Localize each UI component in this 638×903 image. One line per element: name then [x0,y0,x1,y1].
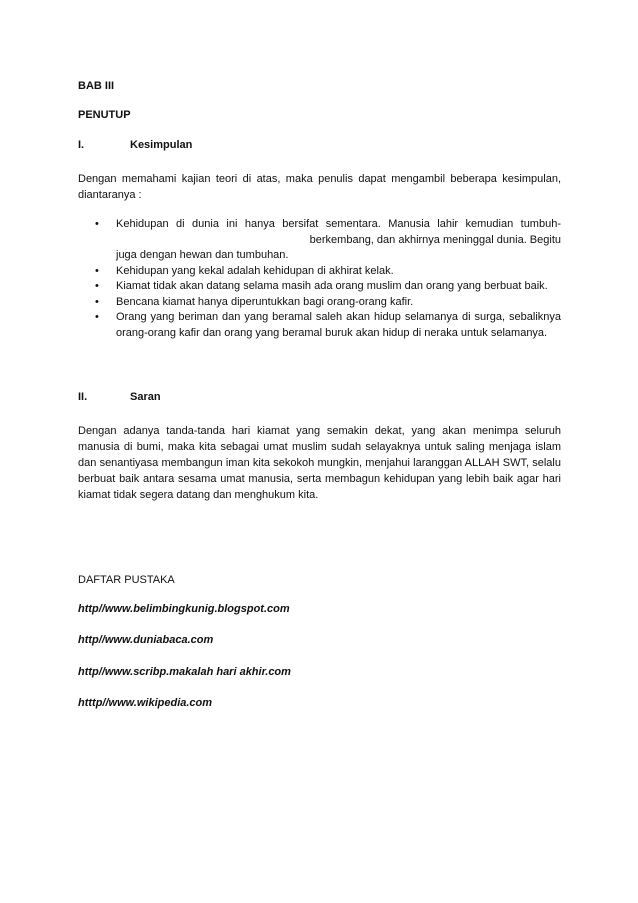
bullet-icon: • [95,218,99,230]
bullet-icon: • [95,264,99,277]
list-item-text: Orang yang beriman dan yang beramal saleh akan hidup selamanya di surga, sebaliknya orang-orang kafir dan orang yang beramal buruk akan hidup di neraka untuk selamanya. [116,311,561,339]
bullet-icon: • [95,311,99,323]
reference-item: htttp//www.wikipedia.com [78,697,213,709]
section-heading-kesimpulan [78,139,561,151]
list-item-text: juga dengan hewan dan tumbuhan. [116,249,289,261]
list-item-text: Kiamat tidak akan datang selama masih ada orang muslim dan orang yang berbuat baik. [116,280,548,292]
section-number: I. [78,139,85,151]
reference-item: http//www.duniabaca.com [78,634,214,646]
list-item [78,217,561,264]
chapter-label: BAB III [78,80,115,92]
section-number: II. [78,391,88,403]
bullet-icon: • [95,295,99,308]
references-heading: DAFTAR PUSTAKA [78,574,175,586]
reference-item: http//www.belimbingkunig.blogspot.com [78,603,290,615]
list-item [78,279,561,295]
list-item-text: Kehidupan yang kekal adalah kehidupan di akhirat kelak. [116,264,394,277]
conclusion-list [78,217,561,341]
list-item-text: Bencana kiamat hanya diperuntukkan bagi orang-orang kafir. [116,295,414,308]
page-title: PENUTUP [78,109,131,121]
section-heading-saran [78,391,561,403]
list-item [78,295,561,311]
reference-item: http//www.scribp.makalah hari akhir.com [78,666,291,678]
list-item [78,310,561,341]
section-title: Saran [130,391,161,403]
section-title: Kesimpulan [130,139,193,151]
bullet-icon: • [95,280,99,292]
list-item-text: berkembang, dan akhirnya meninggal dunia. Begitu [309,233,561,246]
list-item [78,264,561,280]
conclusion-intro: Dengan memahami kajian teori di atas, maka penulis dapat mengambil beberapa kesimpulan, diantaranya : [78,173,561,201]
list-item-text: Kehidupan di dunia ini hanya bersifat sementara. Manusia lahir kemudian tumbuh- [116,218,561,230]
suggestion-paragraph: Dengan adanya tanda-tanda hari kiamat yang semakin dekat, yang akan menimpa seluruh manusia di bumi, maka kita sebagai umat muslim sudah selayaknya untuk saling menjaga islam dan senantiyasa membangun iman kita sekokoh mungkin, menjahui laranggan ALLAH SWT, selalu berbuat baik antara sesama umat manusia, serta membagun kehidupan yang lebih baik agar hari kiamat tidak segera datang dan menghukum kita. [78,425,561,501]
